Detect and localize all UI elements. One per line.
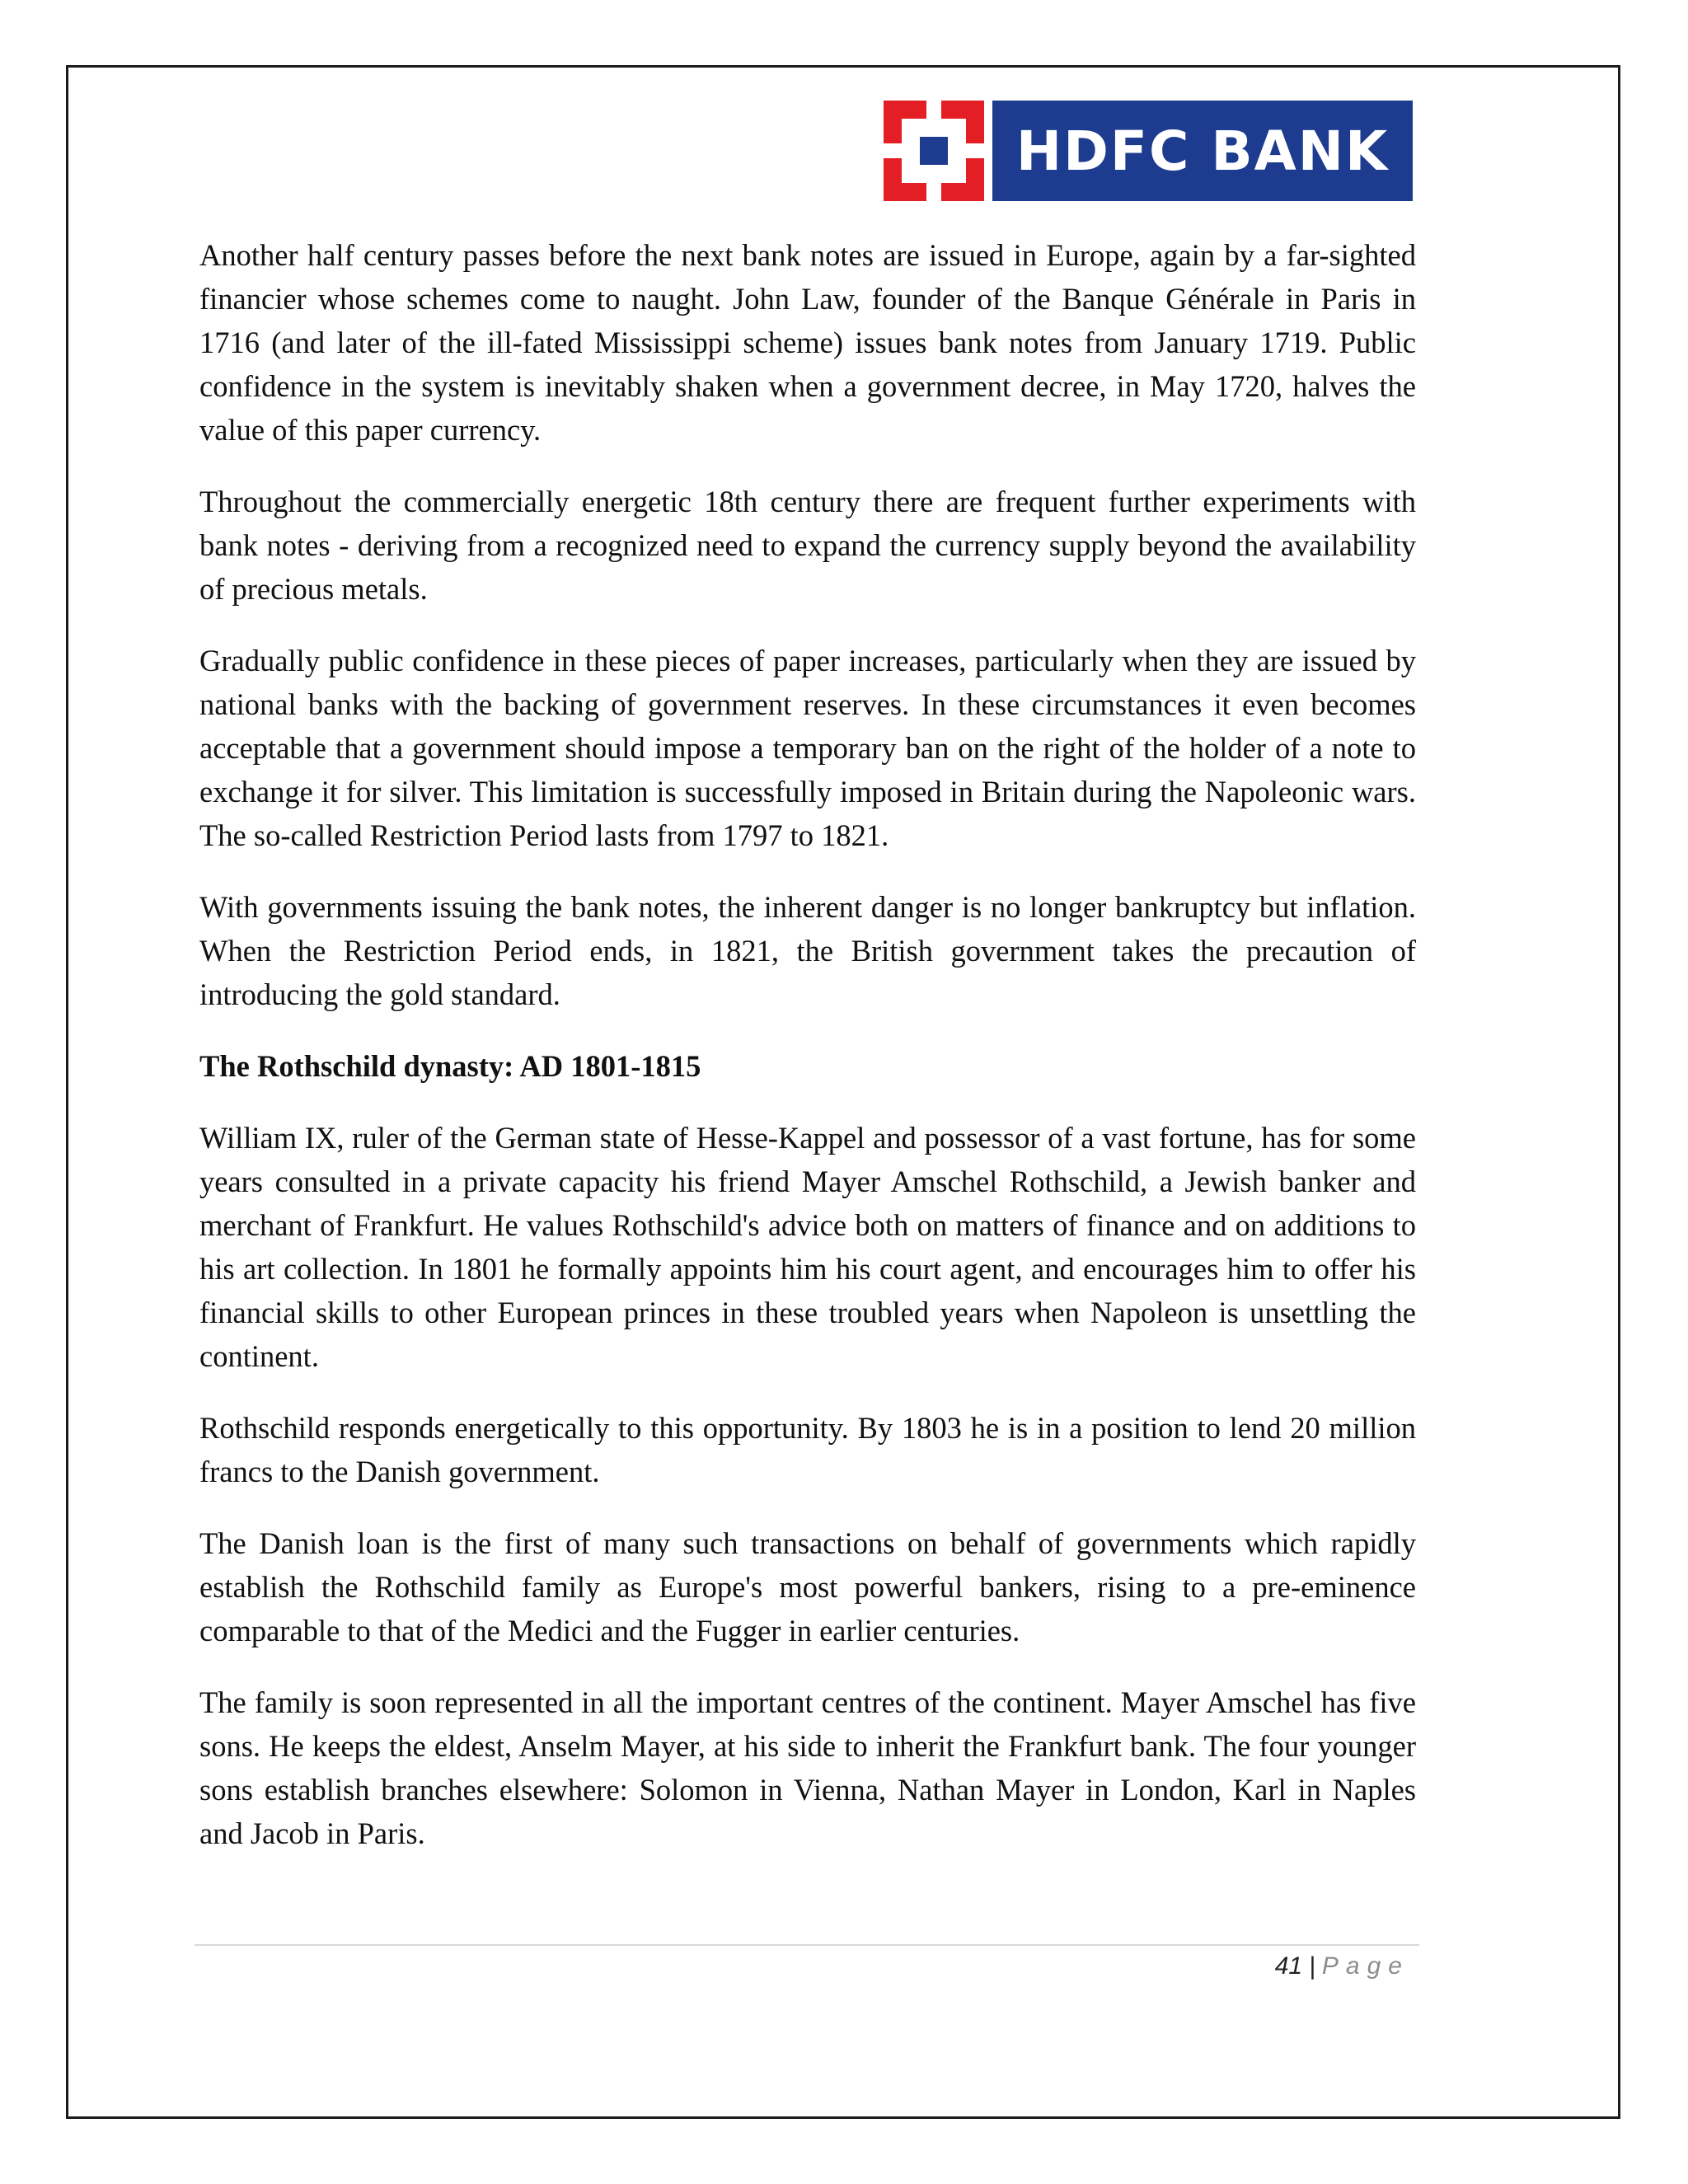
logo-wordmark: HDFC BANK bbox=[1015, 119, 1390, 183]
page-label: Page bbox=[1321, 1952, 1409, 1980]
paragraph: Another half century passes before the next bank notes are issued in Europe, again by a far-sighted financier whose schemes come to naught. John Law, founder of the Banque Générale in Paris in 1716 (and later of the ill-fated Mississippi scheme) issues bank notes from January 1719. Public confidence in the system is inevitably shaken when a government decree, in May 1720, halves the value of this paper currency. bbox=[199, 238, 1416, 447]
paragraph: William IX, ruler of the German state of Hesse-Kappel and possessor of a vast fortune, has for some years consulted in a private capacity his friend Mayer Amschel Rothschild, a Jewish banker and merchant of Frankfurt. He values Rothschild's advice both on matters of finance and on additions to his art collection. In 1801 he formally appoints him his court agent, and encourages him to offer his financial skills to other European princes in these troubled years when Napoleon is unsettling the continent. bbox=[199, 1121, 1416, 1373]
footer-divider bbox=[195, 1944, 1419, 1946]
paragraph: The Danish loan is the first of many such transactions on behalf of governments which rapidly establish the Rothschild family as Europe's most powerful bankers, rising to a pre-eminence comparable to that of the Medici and the Fugger in earlier centuries. bbox=[199, 1526, 1416, 1647]
paragraph: Rothschild responds energetically to this opportunity. By 1803 he is in a position to lend 20 million francs to the Danish government. bbox=[199, 1411, 1416, 1488]
paragraph: Gradually public confidence in these pieces of paper increases, particularly when they are issued by national banks with the backing of government reserves. In these circumstances it even becomes acceptable that a government should impose a temporary ban on the right of the holder of a note to exchange it for silver. This limitation is successfully imposed in Britain during the Napoleonic wars. The so-called Restriction Period lasts from 1797 to 1821. bbox=[199, 644, 1416, 852]
document-body bbox=[199, 233, 1416, 1883]
hdfc-logo-mark-icon bbox=[884, 101, 984, 201]
page-number: 41 bbox=[1274, 1952, 1303, 1980]
paragraph: Throughout the commercially energetic 18th century there are frequent further experiments with bank notes - deriving from a recognized need to expand the currency supply beyond the availability of precious metals. bbox=[199, 485, 1416, 606]
paragraph: With governments issuing the bank notes, the inherent danger is no longer bankruptcy but inflation. When the Restriction Period ends, in 1821, the British government takes the precaution of introducing the gold standard. bbox=[199, 890, 1416, 1011]
logo-text-block bbox=[992, 101, 1413, 201]
section-heading: The Rothschild dynasty: AD 1801-1815 bbox=[199, 1049, 701, 1083]
paragraph: The family is soon represented in all the important centres of the continent. Mayer Amschel has five sons. He keeps the eldest, Anselm Mayer, at his side to inherit the Frankfurt bank. The four younger sons establish branches elsewhere: Solomon in Vienna, Nathan Mayer in London, Karl in Naples and Jacob in Paris. bbox=[199, 1685, 1416, 1850]
footer-separator: | bbox=[1309, 1952, 1315, 1980]
page-footer bbox=[1275, 1950, 1409, 1983]
hdfc-bank-logo bbox=[884, 101, 1413, 201]
